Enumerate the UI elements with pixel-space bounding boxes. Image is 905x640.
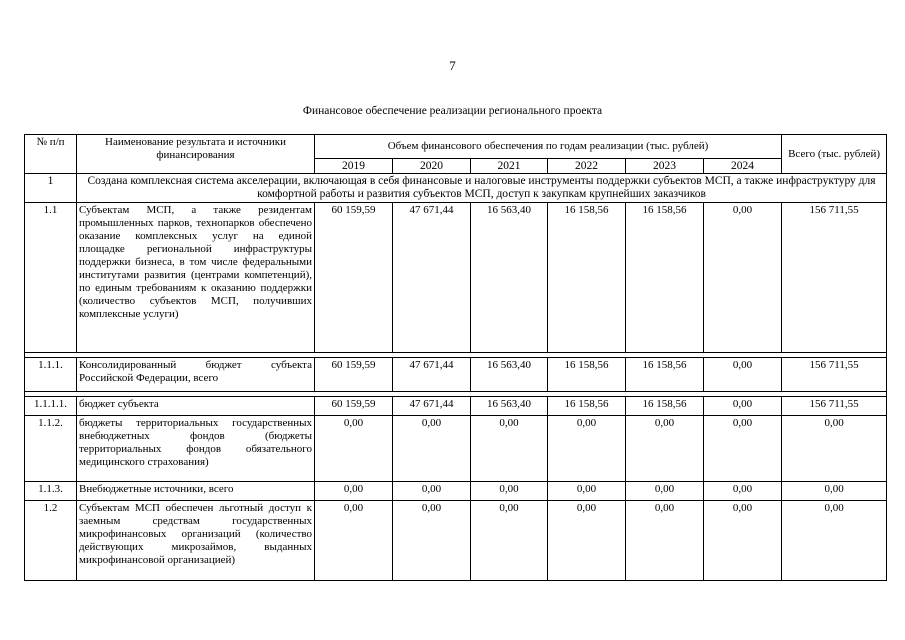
value-2020: 0,00 bbox=[393, 501, 471, 581]
value-2022: 16 158,56 bbox=[548, 358, 626, 392]
value-2021: 0,00 bbox=[471, 416, 548, 482]
row-name: Консолидированный бюджет субъекта Российской Федерации, всего bbox=[77, 358, 315, 392]
value-2021: 0,00 bbox=[471, 482, 548, 501]
value-total: 0,00 bbox=[782, 482, 887, 501]
row-name: бюджет субъекта bbox=[77, 397, 315, 416]
value-total: 0,00 bbox=[782, 416, 887, 482]
group-text: Создана комплексная система акселерации, включающая в себя финансовые и налоговые инструменты поддержки субъектов МСП, а также инфраструктуру для комфортной работы и развития субъектов МСП, доступ к закупкам крупнейших заказчиков bbox=[77, 174, 887, 203]
table-row bbox=[25, 203, 887, 353]
header-total: Всего (тыс. рублей) bbox=[782, 135, 887, 174]
page-number: 7 bbox=[449, 58, 456, 73]
value-2024: 0,00 bbox=[704, 501, 782, 581]
value-2021: 16 563,40 bbox=[471, 397, 548, 416]
value-total: 156 711,55 bbox=[782, 358, 887, 392]
row-num: 1.1.1. bbox=[25, 358, 77, 392]
header-year: 2023 bbox=[626, 159, 704, 174]
value-2019: 60 159,59 bbox=[315, 397, 393, 416]
financing-table bbox=[24, 134, 887, 581]
value-2020: 47 671,44 bbox=[393, 397, 471, 416]
header-name: Наименование результата и источники финансирования bbox=[77, 135, 315, 174]
row-num: 1.1.3. bbox=[25, 482, 77, 501]
table-row bbox=[25, 397, 887, 416]
row-num: 1.2 bbox=[25, 501, 77, 581]
value-2023: 0,00 bbox=[626, 416, 704, 482]
value-2019: 60 159,59 bbox=[315, 203, 393, 353]
row-name: Субъектам МСП обеспечен льготный доступ к заемным средствам государственных микрофинансовых организаций (количество действующих микрозаймов, выданных микрофинансовой организацией) bbox=[77, 501, 315, 581]
row-name: Внебюджетные источники, всего bbox=[77, 482, 315, 501]
value-total: 156 711,55 bbox=[782, 203, 887, 353]
header-year: 2024 bbox=[704, 159, 782, 174]
value-2020: 0,00 bbox=[393, 416, 471, 482]
value-2023: 16 158,56 bbox=[626, 203, 704, 353]
row-name: бюджеты территориальных государственных внебюджетных фондов (бюджеты территориальных фондов обязательного медицинского страхования) bbox=[77, 416, 315, 482]
value-2020: 47 671,44 bbox=[393, 203, 471, 353]
value-2021: 0,00 bbox=[471, 501, 548, 581]
value-2024: 0,00 bbox=[704, 397, 782, 416]
header-year: 2021 bbox=[471, 159, 548, 174]
header-year: 2020 bbox=[393, 159, 471, 174]
value-total: 0,00 bbox=[782, 501, 887, 581]
value-2019: 0,00 bbox=[315, 501, 393, 581]
group-row bbox=[25, 174, 887, 203]
document-title: Финансовое обеспечение реализации регионального проекта bbox=[302, 105, 603, 117]
value-2023: 16 158,56 bbox=[626, 358, 704, 392]
value-2022: 0,00 bbox=[548, 501, 626, 581]
table-row bbox=[25, 358, 887, 392]
header-volume: Объем финансового обеспечения по годам реализации (тыс. рублей) bbox=[315, 135, 782, 159]
value-2024: 0,00 bbox=[704, 482, 782, 501]
value-2021: 16 563,40 bbox=[471, 203, 548, 353]
group-num: 1 bbox=[25, 174, 77, 203]
value-2024: 0,00 bbox=[704, 358, 782, 392]
table-row bbox=[25, 482, 887, 501]
row-num: 1.1 bbox=[25, 203, 77, 353]
row-name: Субъектам МСП, а также резидентам промышленных парков, технопарков обеспечено оказание комплексных услуг на единой площадке региональной инфраструктуры поддержки бизнеса, в том числе федеральными институтами развития (центрами компетенций), по единым требованиям к оказанию поддержки (количество субъектов МСП, получивших комплексные услуги) bbox=[77, 203, 315, 353]
value-2022: 16 158,56 bbox=[548, 203, 626, 353]
value-2019: 60 159,59 bbox=[315, 358, 393, 392]
header-num: № п/п bbox=[25, 135, 77, 174]
header-year: 2019 bbox=[315, 159, 393, 174]
header-row-1 bbox=[25, 135, 887, 159]
value-2021: 16 563,40 bbox=[471, 358, 548, 392]
value-2020: 0,00 bbox=[393, 482, 471, 501]
value-2019: 0,00 bbox=[315, 482, 393, 501]
value-2023: 0,00 bbox=[626, 482, 704, 501]
table-row bbox=[25, 416, 887, 482]
value-total: 156 711,55 bbox=[782, 397, 887, 416]
value-2019: 0,00 bbox=[315, 416, 393, 482]
value-2022: 16 158,56 bbox=[548, 397, 626, 416]
value-2023: 0,00 bbox=[626, 501, 704, 581]
row-num: 1.1.1.1. bbox=[25, 397, 77, 416]
value-2023: 16 158,56 bbox=[626, 397, 704, 416]
value-2022: 0,00 bbox=[548, 416, 626, 482]
table-row bbox=[25, 501, 887, 581]
value-2022: 0,00 bbox=[548, 482, 626, 501]
row-num: 1.1.2. bbox=[25, 416, 77, 482]
value-2024: 0,00 bbox=[704, 203, 782, 353]
header-year: 2022 bbox=[548, 159, 626, 174]
value-2024: 0,00 bbox=[704, 416, 782, 482]
value-2020: 47 671,44 bbox=[393, 358, 471, 392]
